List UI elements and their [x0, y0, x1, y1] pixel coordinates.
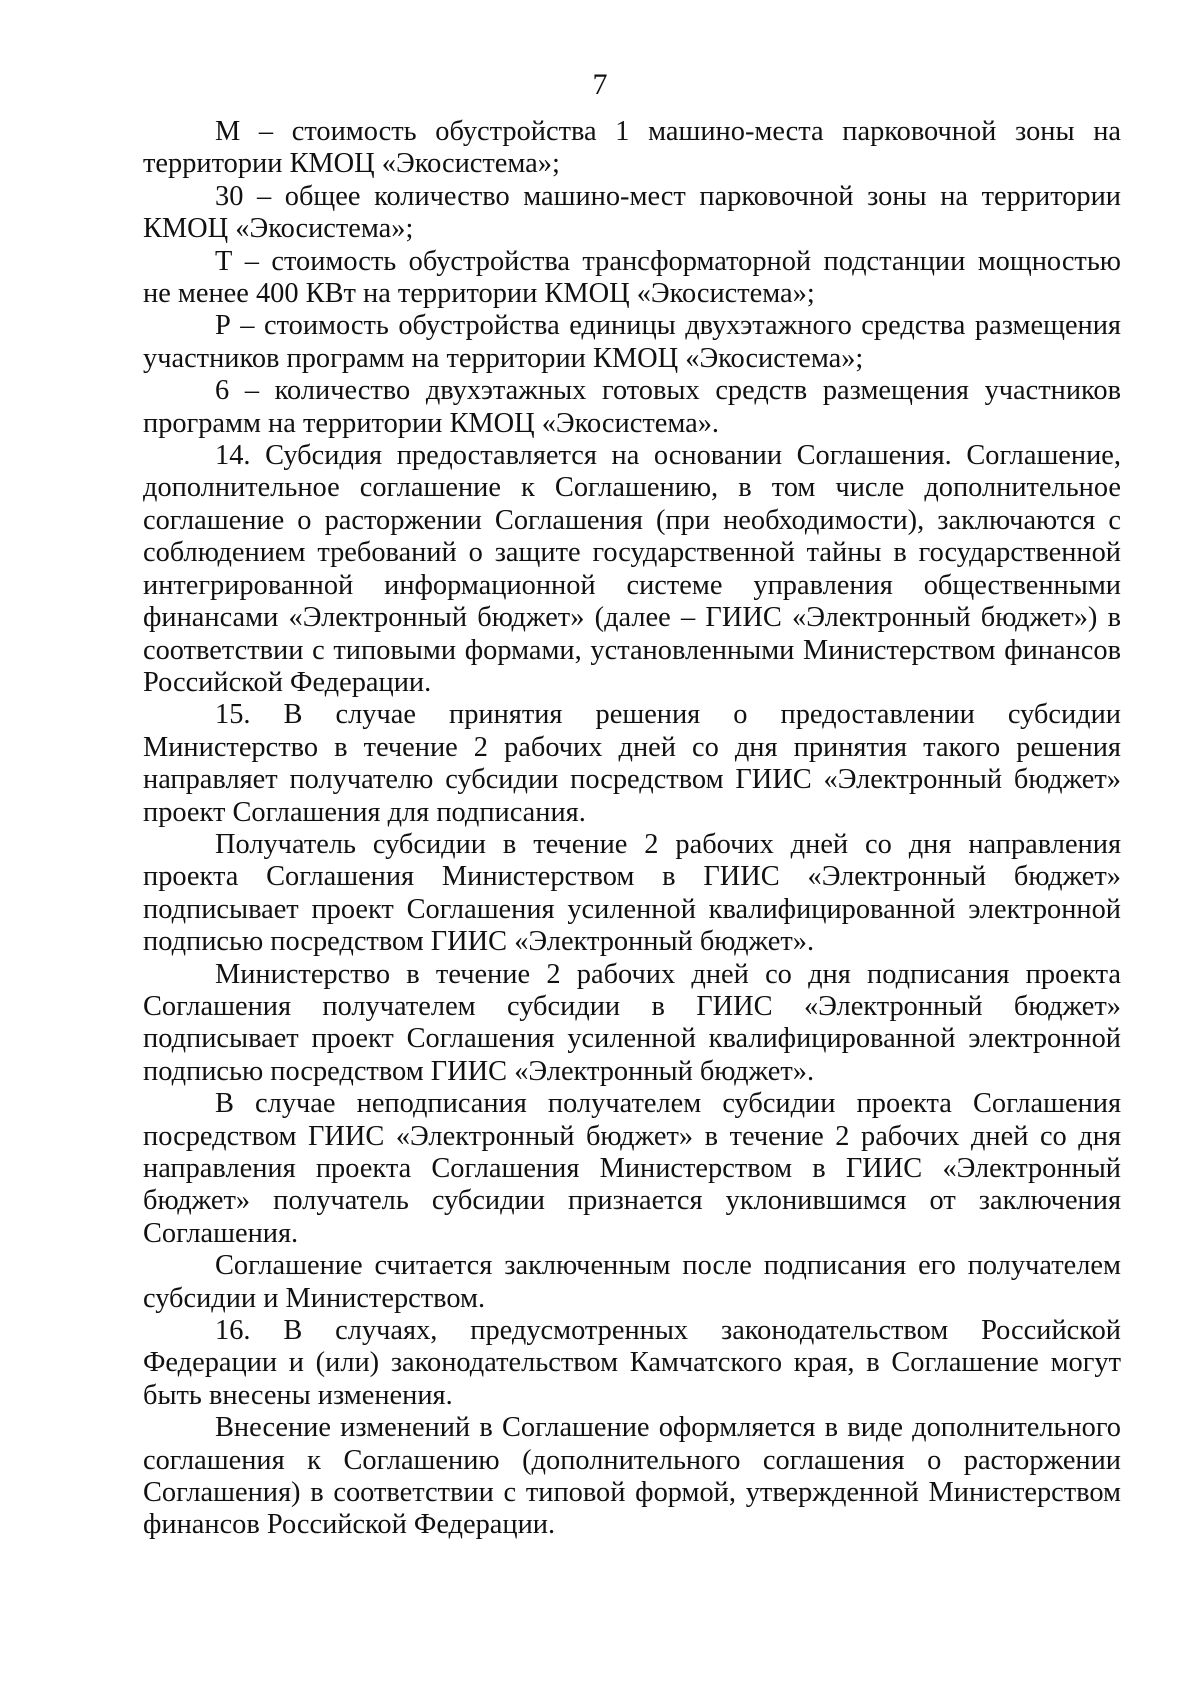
paragraph-clause-14: 14. Субсидия предоставляется на основании Соглашения. Соглашение, дополнительное соглашение к Соглашению, в том числе дополнительное соглашение о расторжении Соглашения (при необходимости), заключаются с соблюдением требований о защите государственной тайны в государственной интегрированной информационной системе управления общественными финансами «Электронный бюджет» (далее – ГИИС «Электронный бюджет») в соответствии с типовыми формами, установленными Министерством финансов Российской Федерации. [143, 440, 1121, 698]
paragraph-ministry-signing: Министерство в течение 2 рабочих дней со дня подписания проекта Соглашения получателем субсидии в ГИИС «Электронный бюджет» подписывает проект Соглашения усиленной квалифицированной электронной подписью посредством ГИИС «Электронный бюджет». [143, 958, 1121, 1087]
paragraph-6-definition: 6 – количество двухэтажных готовых средств размещения участников программ на территории КМОЦ «Экосистема». [143, 375, 1121, 439]
document-body [143, 116, 1121, 1542]
paragraph-30-definition: 30 – общее количество машино-мест парковочной зоны на территории КМОЦ «Экосистема»; [143, 180, 1121, 245]
paragraph-agreement-concluded: Соглашение считается заключенным после подписания его получателем субсидии и Министерством. [143, 1250, 1121, 1314]
paragraph-clause-16: 16. В случаях, предусмотренных законодательством Российской Федерации и (или) законодательством Камчатского края, в Соглашение могут быть внесены изменения. [143, 1315, 1121, 1411]
paragraph-m-definition: М – стоимость обустройства 1 машино-места парковочной зоны на территории КМОЦ «Экосистема»; [143, 116, 1121, 180]
paragraph-amendments: Внесение изменений в Соглашение оформляется в виде дополнительного соглашения к Соглашению (дополнительного соглашения о расторжении Соглашения) в соответствии с типовой формой, утвержденной Министерством финансов Российской Федерации. [143, 1412, 1121, 1541]
paragraph-recipient-signing: Получатель субсидии в течение 2 рабочих дней со дня направления проекта Соглашения Министерством в ГИИС «Электронный бюджет» подписывает проект Соглашения усиленной квалифицированной электронной подписью посредством ГИИС «Электронный бюджет». [143, 828, 1121, 958]
paragraph-p-definition: Р – стоимость обустройства единицы двухэтажного средства размещения участников программ на территории КМОЦ «Экосистема»; [143, 310, 1121, 374]
paragraph-t-definition: Т – стоимость обустройства трансформаторной подстанции мощностью не менее 400 КВт на территории КМОЦ «Экосистема»; [143, 245, 1121, 310]
paragraph-clause-15: 15. В случае принятия решения о предоставлении субсидии Министерство в течение 2 рабочих дней со дня принятия такого решения направляет получателю субсидии посредством ГИИС «Электронный бюджет» проект Соглашения для подписания. [143, 699, 1121, 828]
paragraph-non-signing: В случае неподписания получателем субсидии проекта Соглашения посредством ГИИС «Электронный бюджет» в течение 2 рабочих дней со дня направления проекта Соглашения Министерством в ГИИС «Электронный бюджет» получатель субсидии признается уклонившимся от заключения Соглашения. [143, 1088, 1121, 1249]
page-number: 7 [592, 68, 608, 101]
